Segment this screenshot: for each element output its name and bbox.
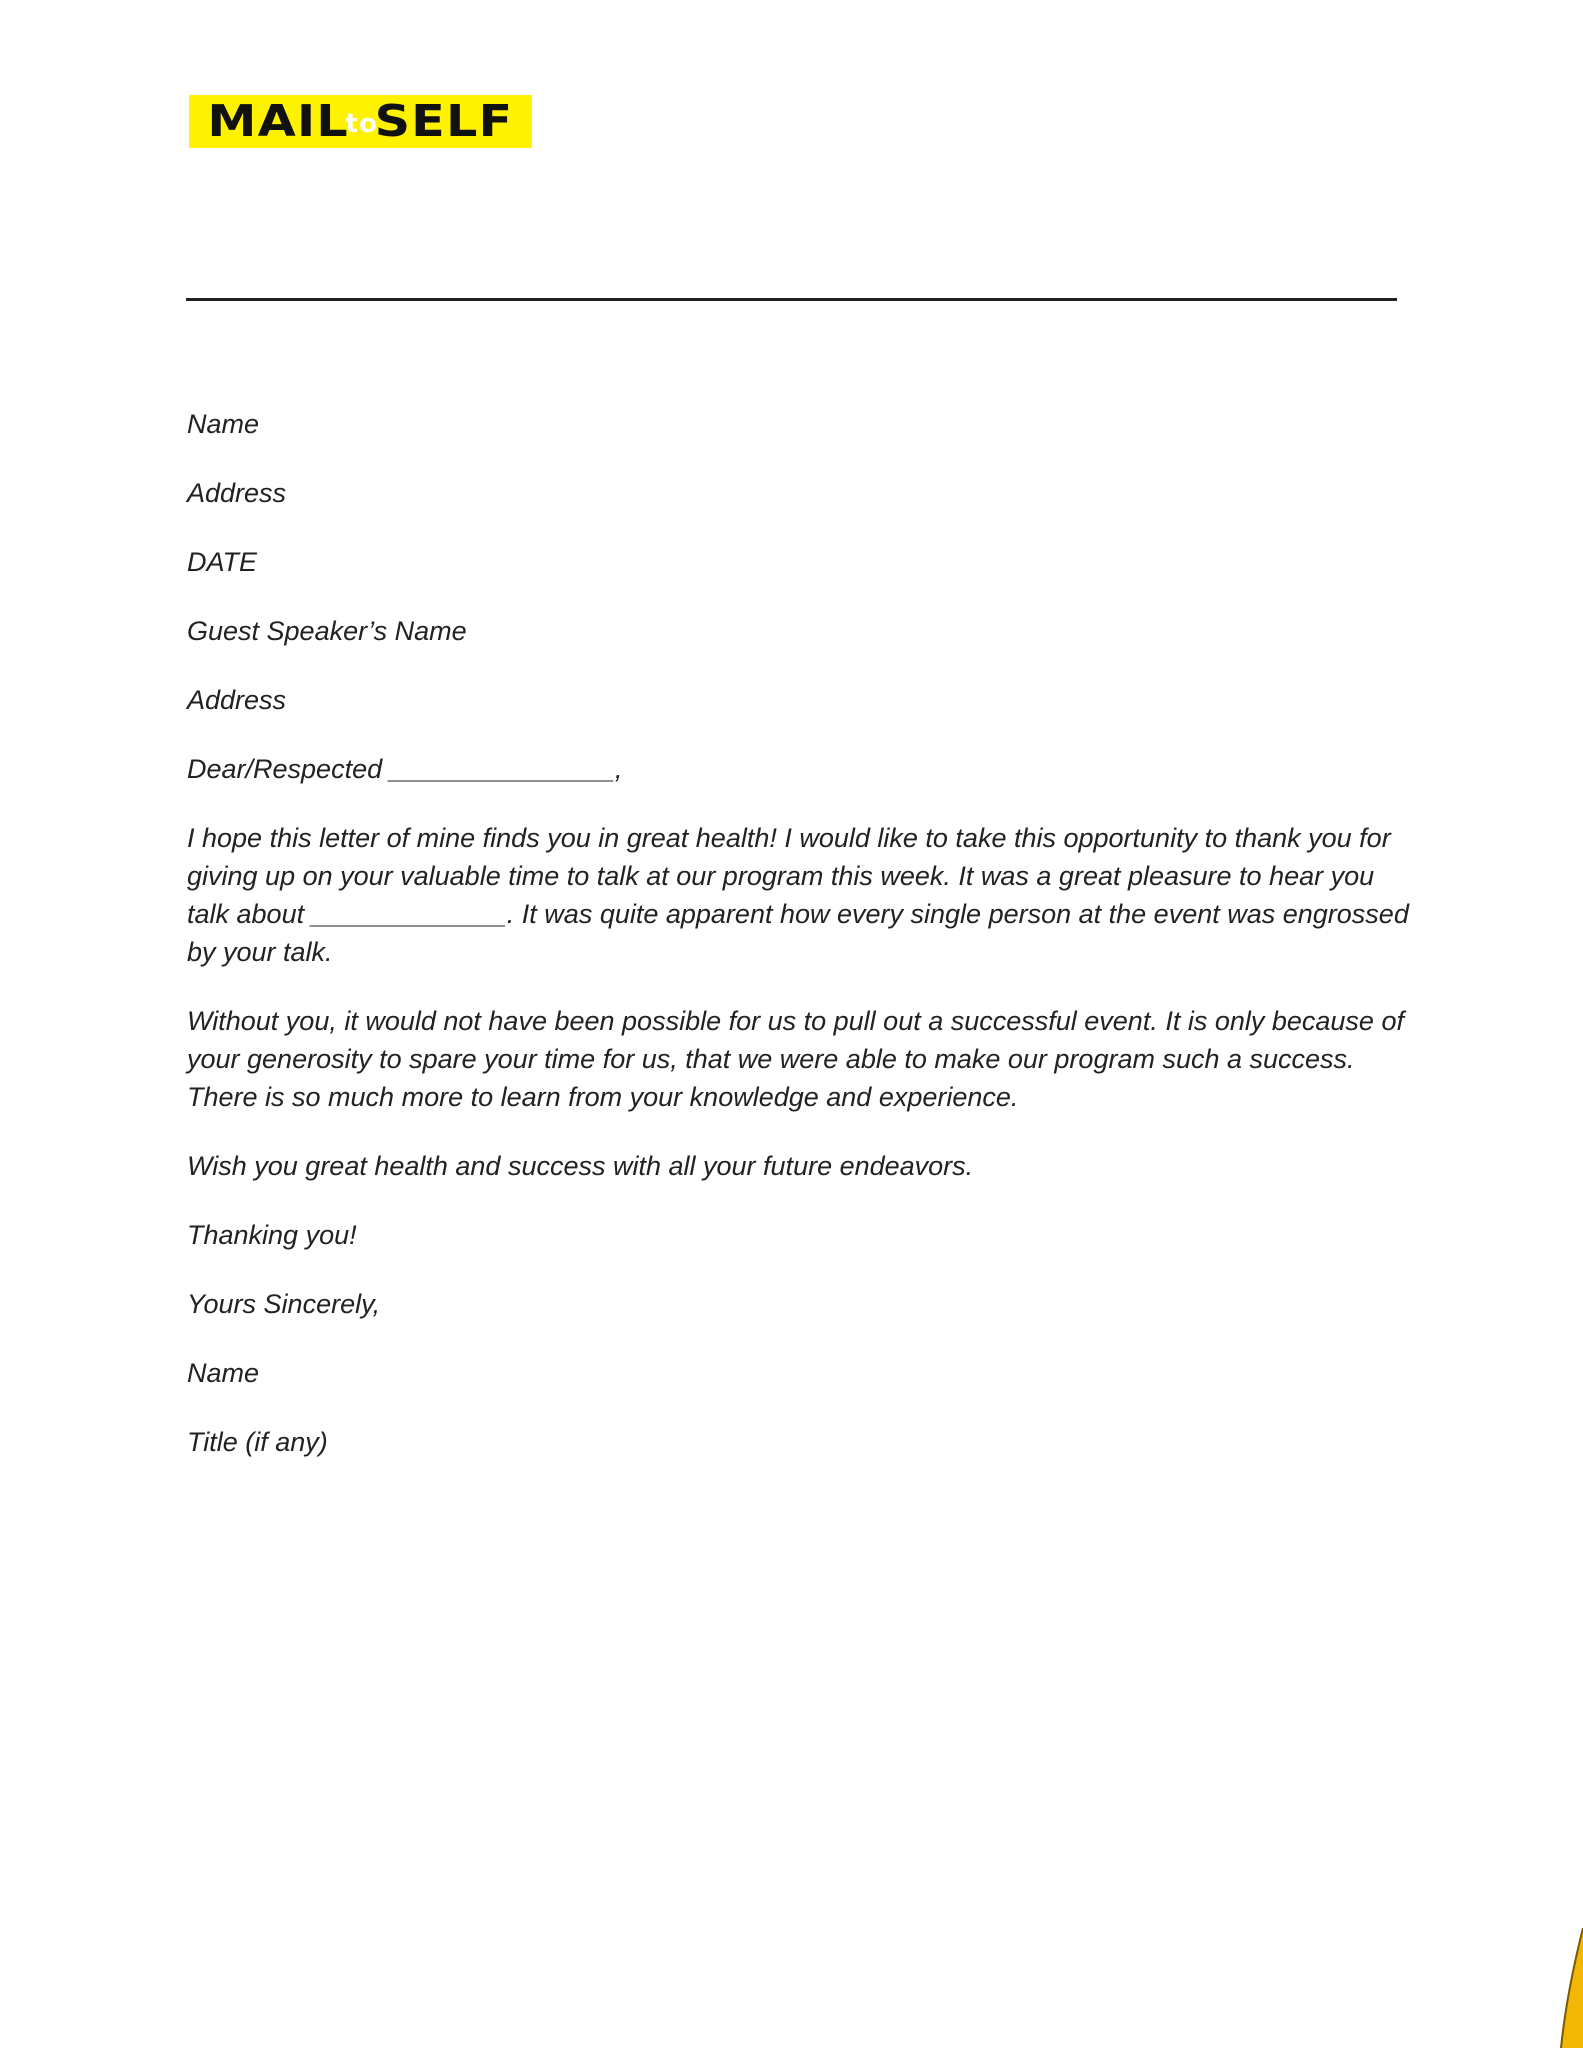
recipient-name: Guest Speaker’s Name [187,616,467,646]
letter-body [187,405,1417,1492]
logo-text-mail: MAIL [207,95,350,147]
closing-line: Yours Sincerely, [187,1289,381,1319]
mail-to-self-logo [189,95,532,148]
signature-name: Name [187,1358,260,1388]
letter-date: DATE [187,547,258,577]
corner-decoration [1543,1928,1583,2048]
signature-title: Title (if any) [187,1427,328,1457]
recipient-address: Address [187,685,287,715]
salutation: Dear/Respected _______________, [187,754,623,784]
header-divider [186,298,1397,301]
sender-address: Address [187,478,287,508]
body-paragraph-3: Wish you great health and success with all your future endeavors. [187,1151,974,1181]
body-paragraph-1: I hope this letter of mine finds you in great health! I would like to take this opportunity to thank you for giving up on your valuable time to talk at our program this week. It was a great pleasure to hear you talk about _____________. It was quite apparent how every single person at the event was engrossed by your talk. [187,823,1409,967]
logo-text-to: to [345,108,378,139]
sender-name: Name [187,409,260,439]
body-paragraph-2: Without you, it would not have been possible for us to pull out a successful event. It is only because of your generosity to spare your time for us, that we were able to make our program such a success. There is so much more to learn from your knowledge and experience. [187,1006,1404,1112]
corner-swoosh-shape [1561,1928,1583,2048]
thanks-line: Thanking you! [187,1220,357,1250]
logo-text-self: SELF [374,95,514,147]
